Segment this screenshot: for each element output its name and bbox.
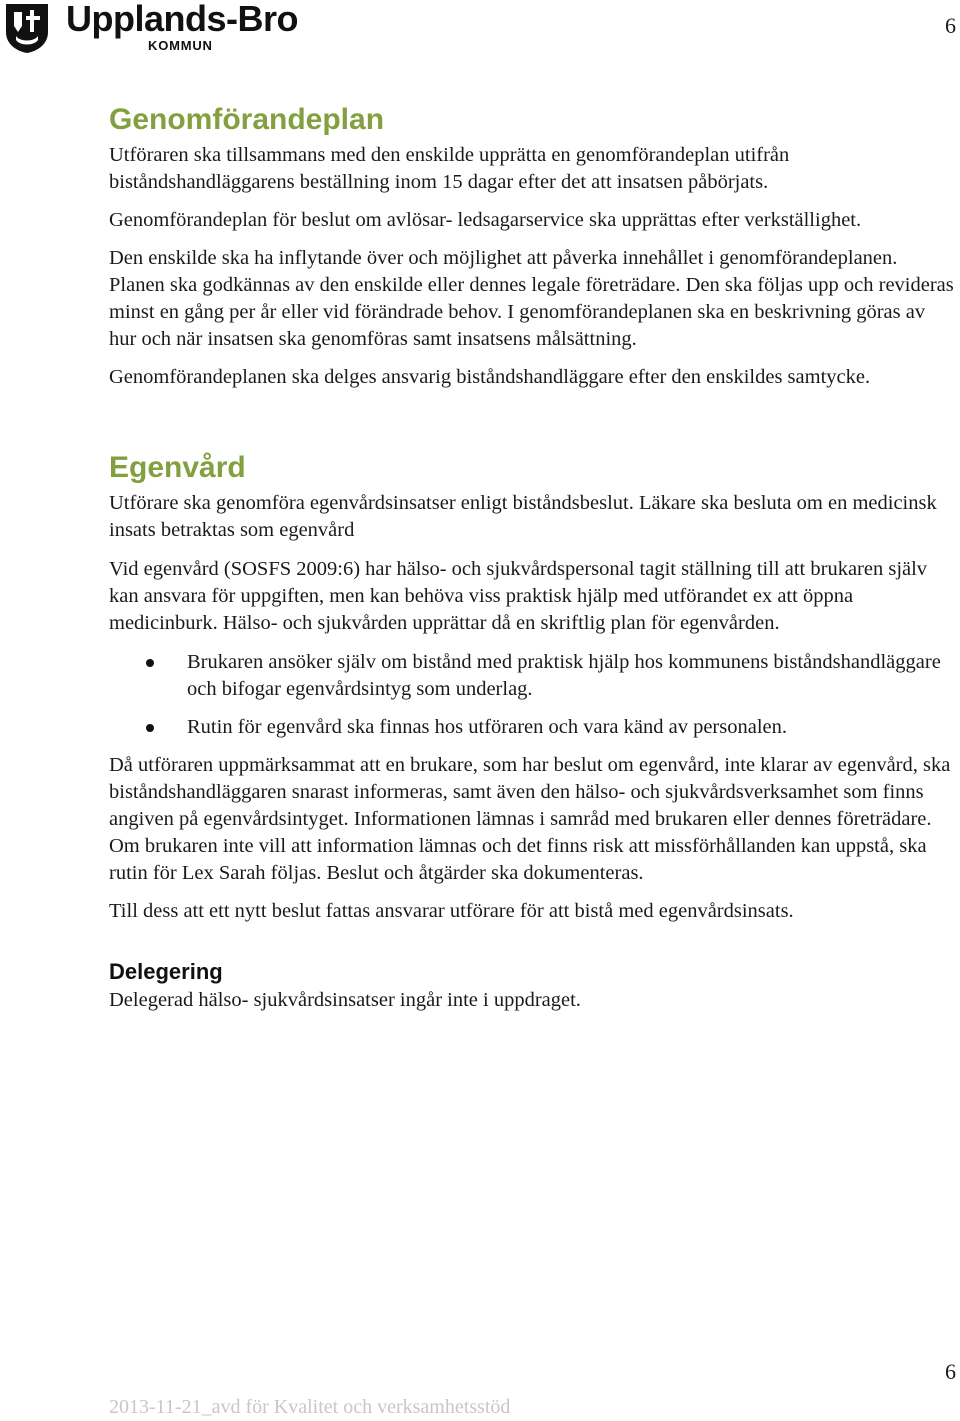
document-body (109, 98, 955, 1014)
logo-subtitle: KOMMUN (148, 38, 213, 53)
page-number-top: 6 (945, 13, 956, 38)
list-item (109, 649, 955, 703)
paragraph: Genomförandeplan för beslut om avlösar- ledsagarservice ska upprättas efter verkställighet. (109, 209, 862, 231)
section-heading-genomforandeplan: Genomförandeplan (109, 103, 385, 136)
page-number-bottom: 6 (945, 1359, 956, 1384)
subheading-delegering: Delegering (109, 959, 223, 984)
bullet-icon (146, 659, 154, 667)
section-heading-egenvard: Egenvård (109, 451, 246, 484)
paragraph: Då utföraren uppmärksammat att en brukare, som har beslut om egenvård, inte klarar av egenvård, ska biståndshandläggaren snarast informeras, samt även den hälso- och sjukvårdsverksamhet som finns angiven på egenvårdsintyget. Informationen lämnas i samråd med brukaren eller dennes företrädare. Om brukaren inte vill att information lämnas och det finns risk att missförhållanden kan uppstå, ska rutin för Lex Sarah följas. Beslut och åtgärder ska dokumenteras. (109, 754, 951, 884)
paragraph: Den enskilde ska ha inflytande över och möjlighet att påverka innehållet i genomförandeplanen. Planen ska godkännas av den enskilde eller dennes legale företrädare. Den ska följas upp och revideras minst en gång per år eller vid förändrade behov. I genomförandeplanen ska en beskrivning göras av hur och när insatsen ska genomföras samt insatsens målsättning. (109, 247, 954, 350)
paragraph: Delegerad hälso- sjukvårdsinsatser ingår inte i uppdraget. (109, 989, 581, 1011)
logo-name: Upplands-Bro (66, 0, 298, 39)
list-item-text: Rutin för egenvård ska finnas hos utföraren och vara känd av personalen. (187, 716, 787, 738)
kommun-logo (2, 0, 332, 58)
bullet-icon (146, 724, 154, 732)
paragraph: Utförare ska genomföra egenvårdsinsatser enligt biståndsbeslut. Läkare ska besluta om en medicinsk insats betraktas som egenvård (109, 492, 937, 541)
paragraph: Genomförandeplanen ska delges ansvarig biståndshandläggare efter den enskildes samtycke. (109, 366, 871, 388)
bullet-list (109, 649, 955, 741)
paragraph: Utföraren ska tillsammans med den enskilde upprätta en genomförandeplan utifrån biståndshandläggarens beställning inom 15 dagar efter det att insatsen påbörjats. (109, 144, 790, 193)
paragraph: Till dess att ett nytt beslut fattas ansvarar utförare för att bistå med egenvårdsinsats. (109, 900, 794, 922)
coat-of-arms-icon (4, 2, 50, 54)
list-item (109, 714, 955, 741)
list-item-text: Brukaren ansöker själv om bistånd med praktisk hjälp hos kommunens biståndshandläggare och bifogar egenvårdsintyg som underlag. (187, 651, 941, 700)
footer-text: 2013-11-21_avd för Kvalitet och verksamhetsstöd (109, 1396, 511, 1418)
paragraph: Vid egenvård (SOSFS 2009:6) har hälso- och sjukvårdspersonal tagit ställning till att brukaren själv kan ansvara för uppgiften, men kan behöva viss praktisk hjälp med utförandet ex att öppna medicinburk. Hälso- och sjukvården upprättar då en skriftlig plan för egenvården. (109, 558, 928, 634)
